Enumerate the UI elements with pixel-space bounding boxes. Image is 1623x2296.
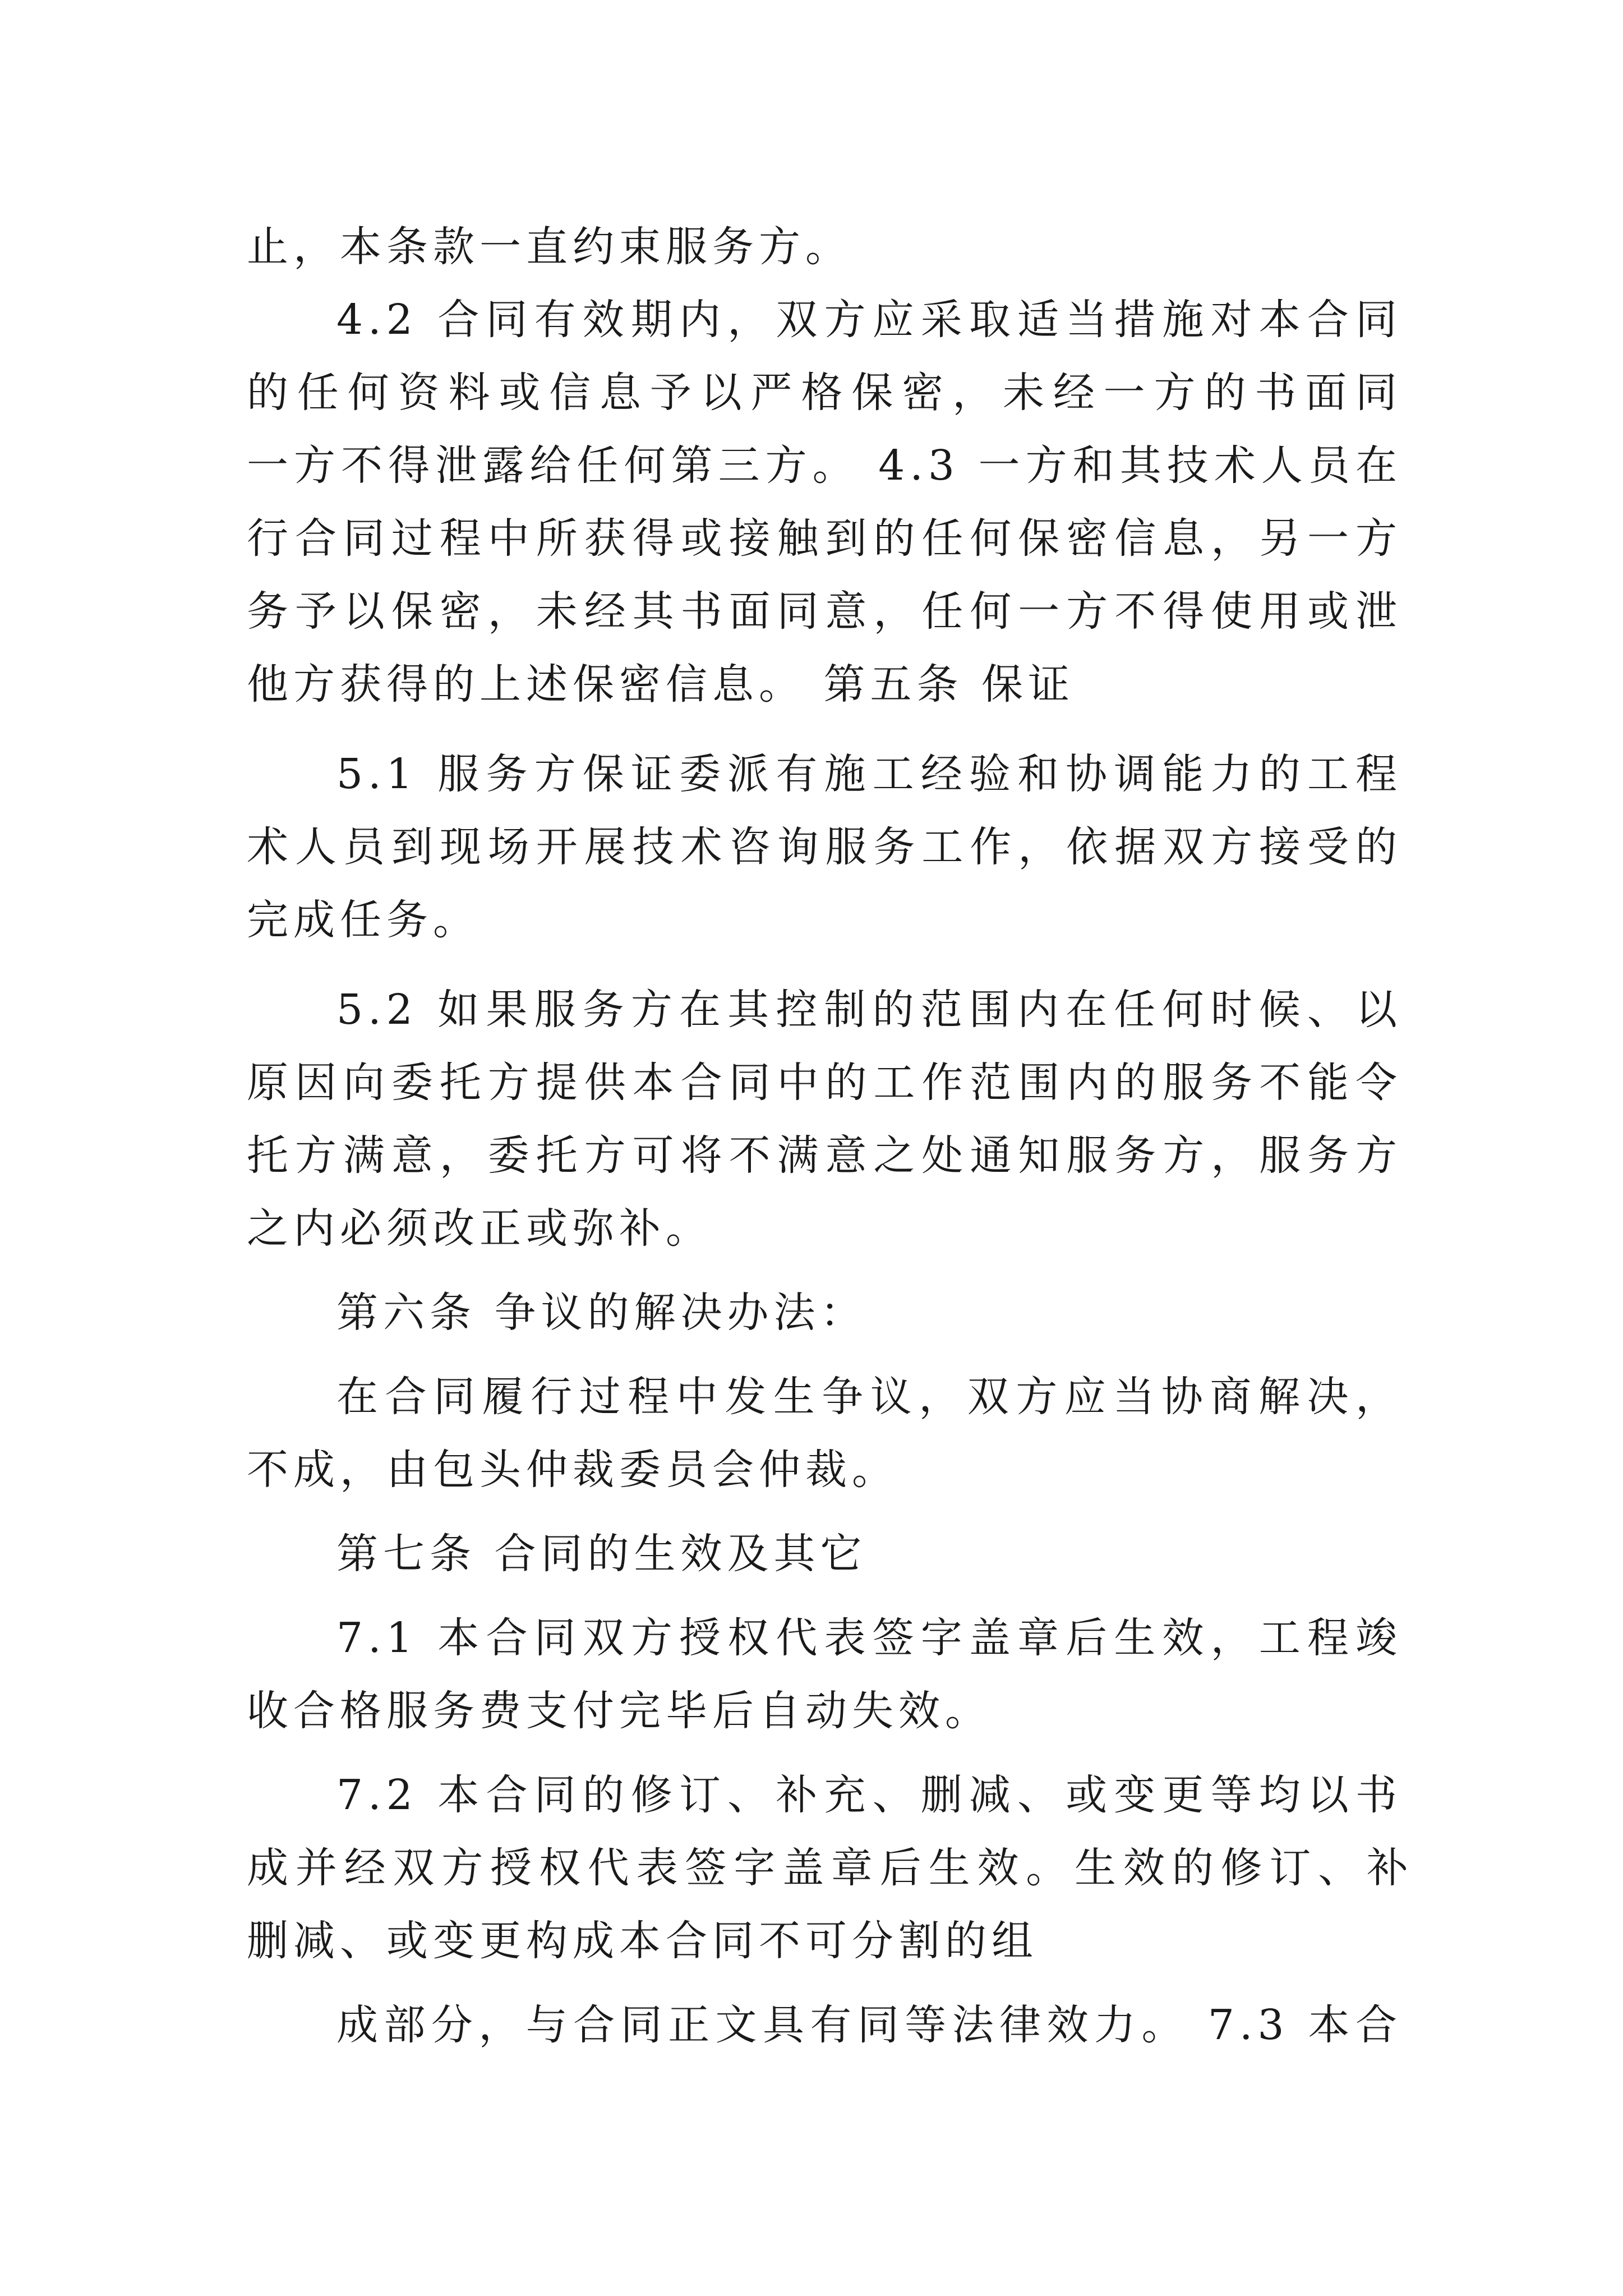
text-line-4: 一方不得泄露给任何第三方。 4.3 一方和其技术人员在 [247,441,1402,490]
text-line-10: 完成任务。 [247,896,479,944]
text-line-2: 4.2 合同有效期内，双方应采取适当措施对本合同 [336,296,1402,344]
text-line-3: 的任何资料或信息予以严格保密，未经一方的书面同 [247,369,1402,417]
text-line-18: 第七条 合同的生效及其它 [336,1530,867,1578]
text-line-11: 5.2 如果服务方在其控制的范围内在任何时候、以 [336,986,1402,1034]
text-line-6: 务予以保密，未经其书面同意，任何一方不得使用或泄 [247,587,1402,636]
text-line-13: 托方满意，委托方可将不满意之处通知服务方，服务方 [247,1131,1402,1180]
text-line-17: 不成，由包头仲裁委员会仲裁。 [247,1446,898,1494]
text-line-5: 行合同过程中所获得或接触到的任何保密信息，另一方 [247,514,1402,563]
text-line-1: 止，本条款一直约束服务方。 [247,223,852,271]
text-line-23: 删减、或变更构成本合同不可分割的组 [247,1917,1038,1965]
text-line-21: 7.2 本合同的修订、补充、删减、或变更等均以书 [336,1771,1402,1819]
text-line-8: 5.1 服务方保证委派有施工经验和协调能力的工程 [336,750,1402,798]
text-line-19: 7.1 本合同双方授权代表签字盖章后生效，工程竣 [336,1614,1402,1662]
text-line-22: 成并经双方授权代表签字盖章后生效。生效的修订、补 [247,1844,1413,1892]
text-line-12: 原因向委托方提供本合同中的工作范围内的服务不能令 [247,1059,1402,1107]
text-line-20: 收合格服务费支付完毕后自动失效。 [247,1687,992,1735]
text-line-16: 在合同履行过程中发生争议，双方应当协商解决， [336,1373,1402,1421]
text-line-24: 成部分，与合同正文具有同等法律效力。 7.3 本合 [336,2001,1402,2049]
text-line-7: 他方获得的上述保密信息。 第五条 保证 [247,660,1075,708]
text-line-15: 第六条 争议的解决办法： [336,1289,867,1337]
text-line-14: 之内必须改正或弥补。 [247,1204,712,1253]
text-line-9: 术人员到现场开展技术咨询服务工作，依据双方接受的 [247,823,1402,871]
